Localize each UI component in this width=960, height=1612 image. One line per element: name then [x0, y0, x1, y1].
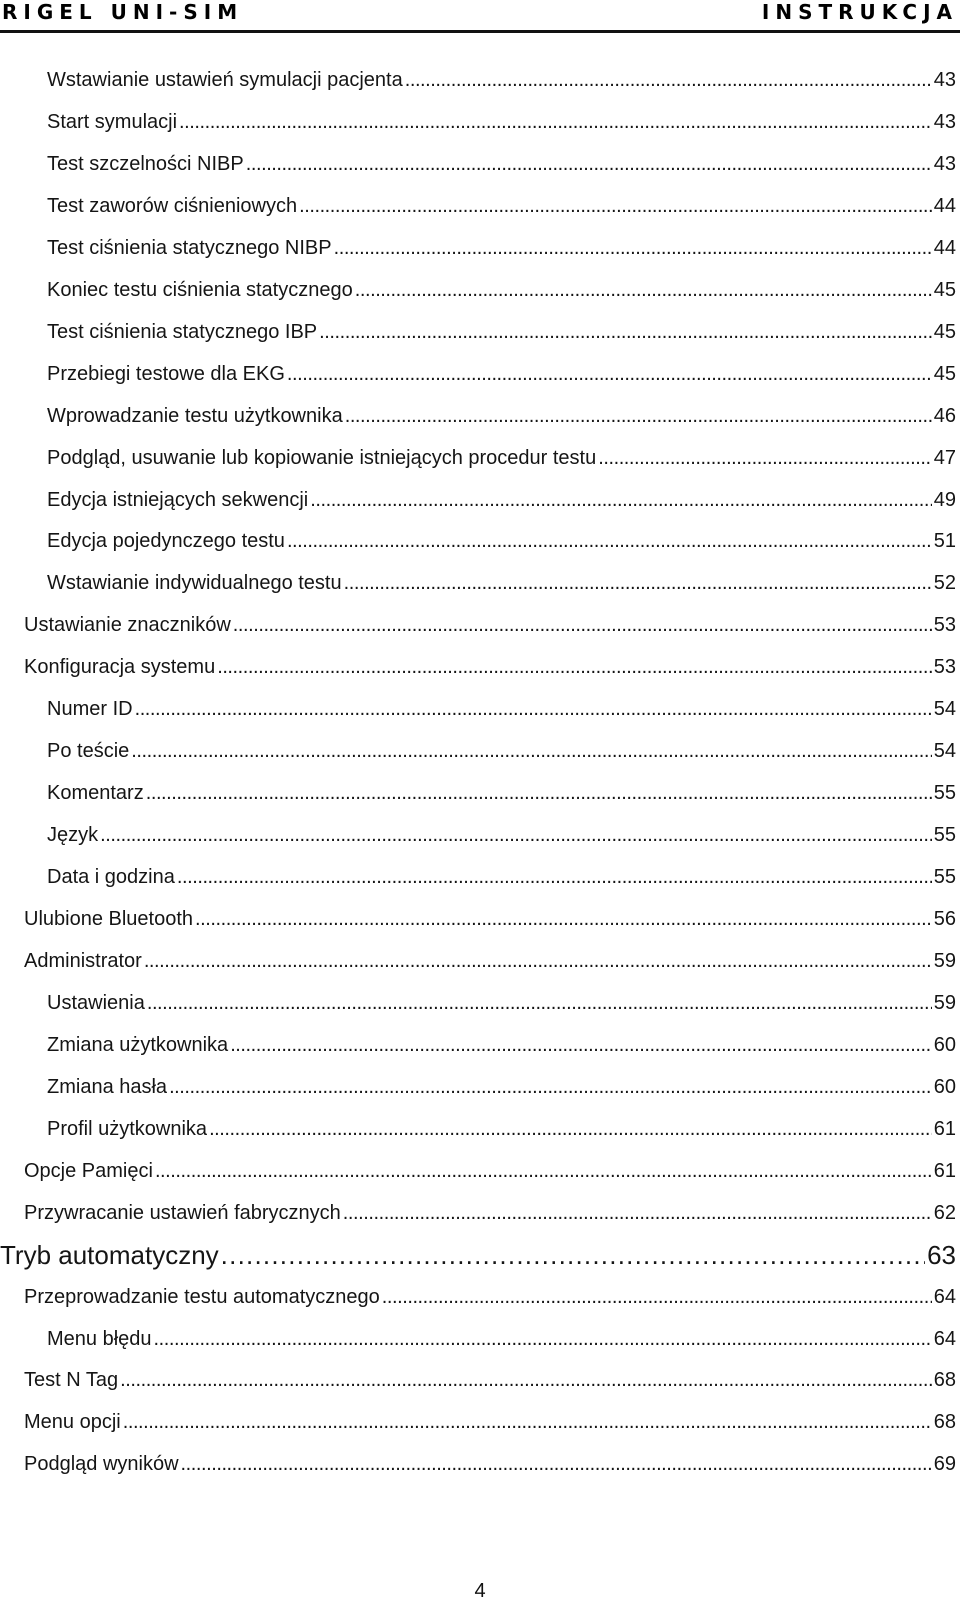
toc-leader-dots	[123, 1411, 932, 1434]
toc-entry-title: Profil użytkownika	[47, 1117, 208, 1140]
toc-entry-page: 54	[933, 698, 956, 721]
toc-leader-dots	[299, 195, 932, 218]
toc-leader-dots	[382, 1286, 932, 1309]
toc-leader-dots	[310, 489, 932, 512]
toc-entry[interactable]	[24, 1411, 956, 1443]
toc-entry-title: Test szczelności NIBP	[47, 152, 244, 175]
toc-entry[interactable]	[47, 153, 956, 185]
toc-entry-page: 63	[927, 1239, 956, 1270]
toc-entry-page: 60	[933, 1075, 956, 1098]
toc-entry-page: 47	[933, 446, 956, 469]
toc-entry[interactable]	[47, 698, 956, 730]
toc-entry[interactable]	[24, 1202, 956, 1234]
toc-leader-dots	[405, 69, 932, 92]
toc-entry[interactable]	[24, 1286, 956, 1318]
toc-entry-title: Język	[47, 824, 99, 847]
toc-entry[interactable]	[47, 1034, 956, 1066]
toc-entry-title: Ulubione Bluetooth	[24, 908, 194, 930]
toc-leader-dots	[230, 1034, 932, 1057]
toc-entry-page: 56	[933, 908, 956, 930]
toc-entry[interactable]	[0, 1240, 956, 1272]
toc-entry-title: Wstawianie ustawień symulacji pacjenta	[47, 69, 403, 91]
toc-entry-page: 64	[933, 1285, 956, 1308]
toc-leader-dots	[179, 111, 932, 134]
toc-leader-dots	[120, 1369, 932, 1392]
toc-leader-dots	[233, 614, 932, 637]
toc-entry-page: 43	[933, 69, 956, 91]
toc-entry[interactable]	[47, 572, 956, 604]
toc-entry[interactable]	[47, 69, 956, 101]
toc-leader-dots	[154, 1328, 932, 1351]
toc-entry[interactable]	[47, 866, 956, 898]
toc-entry[interactable]	[47, 237, 956, 269]
toc-entry-page: 51	[933, 530, 956, 553]
toc-entry-page: 59	[933, 949, 956, 972]
toc-leader-dots	[146, 782, 932, 805]
page-header	[0, 0, 960, 36]
toc-entry-title: Ustawienia	[47, 991, 145, 1014]
toc-entry[interactable]	[47, 447, 956, 479]
toc-entry-title: Przeprowadzanie testu automatycznego	[24, 1285, 380, 1308]
toc-entry-page: 62	[933, 1201, 956, 1224]
toc-entry-title: Test ciśnienia statycznego IBP	[47, 320, 318, 343]
toc-leader-dots	[144, 950, 932, 973]
toc-leader-dots	[135, 698, 932, 721]
toc-leader-dots	[319, 321, 932, 344]
toc-leader-dots	[209, 1118, 932, 1141]
toc-entry-title: Administrator	[24, 949, 142, 972]
toc-entry-page: 54	[933, 740, 956, 763]
header-doc-type: INSTRUKCJA	[761, 0, 958, 24]
toc-entry-title: Komentarz	[47, 782, 144, 805]
toc-entry-title: Wprowadzanie testu użytkownika	[47, 404, 343, 427]
page-number: 4	[474, 1580, 486, 1602]
toc-entry-page: 53	[933, 656, 956, 679]
toc-entry-page: 64	[933, 1327, 956, 1350]
toc-entry-page: 44	[933, 236, 956, 259]
toc-entry-title: Ustawianie znaczników	[24, 614, 231, 637]
toc-entry-title: Tryb automatyczny	[0, 1239, 219, 1270]
toc-entry[interactable]	[47, 992, 956, 1024]
toc-entry[interactable]	[47, 405, 956, 437]
toc-entry-title: Edycja pojedynczego testu	[47, 530, 285, 553]
toc-leader-dots	[100, 824, 932, 847]
toc-entry[interactable]	[47, 1328, 956, 1360]
toc-entry[interactable]	[24, 614, 956, 646]
toc-entry[interactable]	[47, 782, 956, 814]
toc-leader-dots	[195, 908, 932, 931]
toc-leader-dots	[598, 447, 932, 470]
toc-entry-title: Podgląd, usuwanie lub kopiowanie istniejących procedur testu	[47, 446, 597, 469]
toc-entry-title: Test zaworów ciśnieniowych	[47, 194, 298, 217]
toc-entry-page: 61	[933, 1117, 956, 1140]
toc-entry-page: 45	[933, 278, 956, 301]
toc-entry-page: 55	[933, 782, 956, 805]
toc-entry-title: Menu błędu	[47, 1327, 152, 1350]
toc-entry-title: Konfiguracja systemu	[24, 656, 216, 679]
toc-entry-title: Po teście	[47, 740, 130, 763]
toc-entry[interactable]	[24, 1369, 956, 1401]
toc-leader-dots	[246, 153, 932, 176]
toc-entry-page: 55	[933, 866, 956, 889]
header-rule	[0, 30, 960, 33]
header-brand: RIGEL UNI-SIM	[2, 0, 244, 24]
toc-entry[interactable]	[47, 1118, 956, 1150]
toc-entry-page: 69	[933, 1453, 956, 1476]
toc-entry[interactable]	[24, 656, 956, 688]
toc-entry-page: 49	[933, 488, 956, 511]
toc-leader-dots	[155, 1160, 932, 1183]
toc-leader-dots	[181, 1453, 932, 1476]
toc-entry-page: 43	[933, 152, 956, 175]
toc-entry-title: Przebiegi testowe dla EKG	[47, 362, 285, 385]
toc-entry-page: 60	[933, 1033, 956, 1056]
toc-leader-dots	[147, 992, 932, 1015]
toc-entry[interactable]	[47, 363, 956, 395]
toc-leader-dots	[131, 740, 931, 763]
toc-leader-dots	[177, 866, 932, 889]
toc-entry-page: 44	[933, 194, 956, 217]
toc-leader-dots	[287, 363, 932, 386]
toc-leader-dots	[221, 1240, 925, 1271]
toc-entry[interactable]	[24, 950, 956, 982]
toc-entry-title: Wstawianie indywidualnego testu	[47, 572, 342, 595]
toc-leader-dots	[334, 237, 932, 260]
toc-leader-dots	[287, 530, 932, 553]
toc-entry-page: 45	[933, 320, 956, 343]
toc-entry[interactable]	[47, 279, 956, 311]
toc-entry-title: Test N Tag	[24, 1369, 119, 1392]
toc-entry[interactable]	[47, 111, 956, 143]
toc-entry-page: 68	[933, 1369, 956, 1392]
toc-entry[interactable]	[47, 195, 956, 227]
toc-entry[interactable]	[47, 1076, 956, 1108]
toc-entry[interactable]	[47, 740, 956, 772]
toc-leader-dots	[345, 405, 932, 428]
toc-entry[interactable]	[24, 908, 956, 940]
toc-leader-dots	[355, 279, 932, 302]
toc-entry-title: Numer ID	[47, 698, 133, 721]
toc-leader-dots	[344, 572, 932, 595]
toc-entry-title: Start symulacji	[47, 110, 178, 133]
toc-entry-page: 53	[933, 614, 956, 637]
toc-leader-dots	[169, 1076, 932, 1099]
toc-entry-page: 61	[933, 1159, 956, 1182]
toc-entry-title: Koniec testu ciśnienia statycznego	[47, 278, 353, 301]
toc-entry-title: Test ciśnienia statycznego NIBP	[47, 236, 332, 259]
toc-entry-title: Zmiana hasła	[47, 1075, 168, 1098]
toc-entry-page: 59	[933, 991, 956, 1014]
toc-entry-page: 45	[933, 362, 956, 385]
toc-entry-title: Opcje Pamięci	[24, 1159, 153, 1182]
toc-entry-title: Edycja istniejących sekwencji	[47, 488, 309, 511]
toc-entry[interactable]	[47, 824, 956, 856]
toc-entry-title: Menu opcji	[24, 1411, 121, 1434]
toc-entry[interactable]	[24, 1160, 956, 1192]
toc-entry-title: Podgląd wyników	[24, 1453, 179, 1476]
toc-leader-dots	[343, 1202, 932, 1225]
toc-entry-title: Data i godzina	[47, 866, 175, 889]
toc-entry[interactable]	[47, 321, 956, 353]
toc-entry[interactable]	[47, 530, 956, 562]
toc-entry-title: Zmiana użytkownika	[47, 1033, 229, 1056]
toc-entry-page: 46	[933, 404, 956, 427]
toc-entry-title: Przywracanie ustawień fabrycznych	[24, 1201, 341, 1224]
toc-entry-page: 43	[933, 110, 956, 133]
toc-entry-page: 68	[933, 1411, 956, 1434]
toc-entry[interactable]	[24, 1453, 956, 1485]
toc-leader-dots	[217, 656, 932, 679]
toc-entry-page: 55	[933, 824, 956, 847]
toc-entry[interactable]	[47, 489, 956, 521]
toc-entry-page: 52	[933, 572, 956, 595]
